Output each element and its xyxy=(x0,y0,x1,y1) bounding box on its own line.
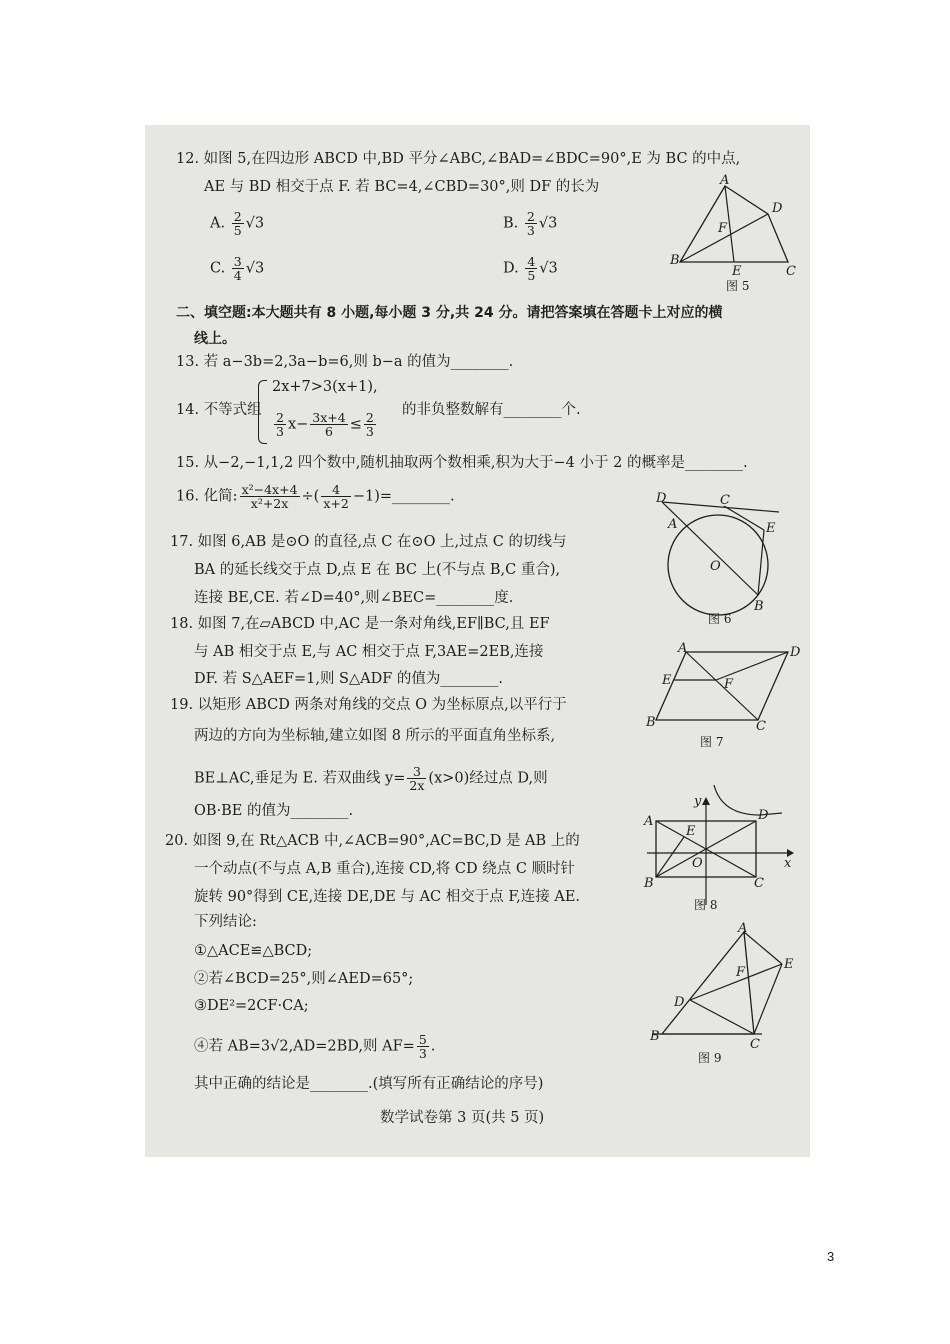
q14-prefix: 14. 不等式组 xyxy=(176,402,262,418)
fig9-label-b: B xyxy=(650,1029,660,1044)
q18-line3: DF. 若 S△AEF=1,则 S△ADF 的值为________. xyxy=(194,671,504,687)
q12-option-b: B. $\frac{2}{3}$ √3 xyxy=(503,209,558,238)
q15: 15. 从−2,−1,1,2 四个数中,随机抽取两个数相乘,积为大于−4 小于 2 的概率是________. xyxy=(176,455,748,471)
figure-8 xyxy=(642,795,802,924)
fig6-label-d: D xyxy=(656,491,667,506)
q14-inequality-2: $\frac{2}{3}$ x− $\frac{3x+4}{6}$ ≤ $\frac{2}{3}$ xyxy=(276,410,374,439)
fig8-label-x: x xyxy=(784,856,792,871)
fig9-label-d: D xyxy=(674,995,685,1010)
q19-line2: 两边的方向为坐标轴,建立如图 8 所示的平面直角坐标系, xyxy=(194,728,556,744)
q17-line3: 连接 BE,CE. 若∠D=40°,则∠BEC=________度. xyxy=(194,590,514,606)
q12-line2: AE 与 BD 相交于点 F. 若 BC=4,∠CBD=30°,则 DF 的长为 xyxy=(204,179,600,195)
q20-line1: 20. 如图 9,在 Rt△ACB 中,∠ACB=90°,AC=BC,D 是 AB 上的 xyxy=(165,833,580,849)
q14-suffix: 的非负整数解有________个. xyxy=(402,402,581,418)
fig5-caption: 图 5 xyxy=(726,279,750,293)
q12-option-d: D. $\frac{4}{5}$ √3 xyxy=(503,254,558,283)
fig8-label-o: O xyxy=(692,856,703,871)
fig7-label-e: E xyxy=(662,673,672,688)
q20-line4: 下列结论: xyxy=(194,914,257,930)
fig9-label-a: A xyxy=(738,921,748,936)
fig9-caption: 图 9 xyxy=(698,1051,722,1065)
q12-option-a: A. $\frac{2}{5}$ √3 xyxy=(210,209,265,238)
q12-option-c: C. $\frac{3}{4}$ √3 xyxy=(210,254,265,283)
fig5-label-a: A xyxy=(720,173,730,188)
fig6-caption: 图 6 xyxy=(708,612,732,626)
q17-line2: BA 的延长线交于点 D,点 E 在 BC 上(不与点 B,C 重合), xyxy=(194,562,561,578)
fig8-label-e: E xyxy=(686,824,696,839)
q20-conclusion-1: ①△ACE≌△BCD; xyxy=(194,943,313,959)
q13: 13. 若 a−3b=2,3a−b=6,则 b−a 的值为________. xyxy=(176,354,514,370)
figure-7 xyxy=(644,640,804,756)
fig8-label-a: A xyxy=(644,814,654,829)
fig5-label-d: D xyxy=(772,201,783,216)
fig7-label-b: B xyxy=(646,715,656,730)
fig6-label-e: E xyxy=(766,521,776,536)
fig5-label-f: F xyxy=(718,221,728,236)
q18-line2: 与 AB 相交于点 E,与 AC 相交于点 F,3AE=2EB,连接 xyxy=(194,644,544,660)
q20-conclusion-2: ②若∠BCD=25°,则∠AED=65°; xyxy=(194,971,414,987)
q20-line2: 一个动点(不与点 A,B 重合),连接 CD,将 CD 绕点 C 顺时针 xyxy=(194,861,576,877)
figure-9 xyxy=(644,920,804,1074)
fig7-caption: 图 7 xyxy=(700,735,724,749)
fig7-label-f: F xyxy=(724,677,734,692)
q20-conclusion-4: ④若 AB=3√2,AD=2BD,则 AF= $\frac{5}{3}$ . xyxy=(194,1032,436,1061)
fig9-label-e: E xyxy=(784,957,794,972)
fig7-label-c: C xyxy=(756,719,766,734)
fig5-label-e: E xyxy=(732,264,742,279)
fig6-label-c: C xyxy=(720,493,730,508)
q12-line1: 12. 如图 5,在四边形 ABCD 中,BD 平分∠ABC,∠BAD=∠BDC=90°,E 为 BC 的中点, xyxy=(176,151,741,167)
q17-line1: 17. 如图 6,AB 是⊙O 的直径,点 C 在⊙O 上,过点 C 的切线与 xyxy=(170,534,567,550)
q20-line3: 旋转 90°得到 CE,连接 DE,DE 与 AC 相交于点 F,连接 AE. xyxy=(194,889,581,905)
fig9-label-c: C xyxy=(750,1037,760,1052)
fig5-label-c: C xyxy=(786,264,796,279)
q14-brace xyxy=(258,380,267,444)
fig6-label-b: B xyxy=(754,599,764,614)
section2-line2: 线上。 xyxy=(194,331,236,347)
fig7-label-d: D xyxy=(790,645,801,660)
page-number: 3 xyxy=(827,1249,835,1264)
fig8-label-b: B xyxy=(644,876,654,891)
q19-line3: BE⊥AC,垂足为 E. 若双曲线 y= $\frac{3}{2x}$ (x>0)经过点 D,则 xyxy=(194,764,548,793)
fig5-label-b: B xyxy=(670,253,680,268)
section2-line1: 二、填空题:本大题共有 8 小题,每小题 3 分,共 24 分。请把答案填在答题卡上对应的横 xyxy=(176,305,723,321)
figure-5 xyxy=(668,172,798,301)
fig9-label-f: F xyxy=(736,965,746,980)
fig8-label-y: y xyxy=(694,794,702,809)
page-footer: 数学试卷第 3 页(共 5 页) xyxy=(380,1110,545,1126)
fig8-label-c: C xyxy=(754,876,764,891)
fig8-caption: 图 8 xyxy=(694,898,718,912)
q19-line4: OB·BE 的值为________. xyxy=(194,803,354,819)
q14-inequality-1: 2x+7>3(x+1), xyxy=(272,379,378,395)
q16: 16. 化简: $\frac{\text{x²−4x+4}}{\text{x²+2x}}$ ÷( $\frac{4}{x+2}$ −1)=________. xyxy=(176,482,455,511)
fig7-label-a: A xyxy=(678,641,688,656)
fig6-label-a: A xyxy=(668,517,678,532)
q20-conclusion-3: ③DE²=2CF·CA; xyxy=(194,998,309,1014)
fig6-label-o: O xyxy=(710,559,721,574)
q20-answer-line: 其中正确的结论是________.(填写所有正确结论的序号) xyxy=(194,1076,544,1092)
q19-line1: 19. 以矩形 ABCD 两条对角线的交点 O 为坐标原点,以平行于 xyxy=(170,697,567,713)
figure-6 xyxy=(654,490,794,634)
fig8-label-d: D xyxy=(758,808,769,823)
q18-line1: 18. 如图 7,在▱ABCD 中,AC 是一条对角线,EF∥BC,且 EF xyxy=(170,616,550,632)
